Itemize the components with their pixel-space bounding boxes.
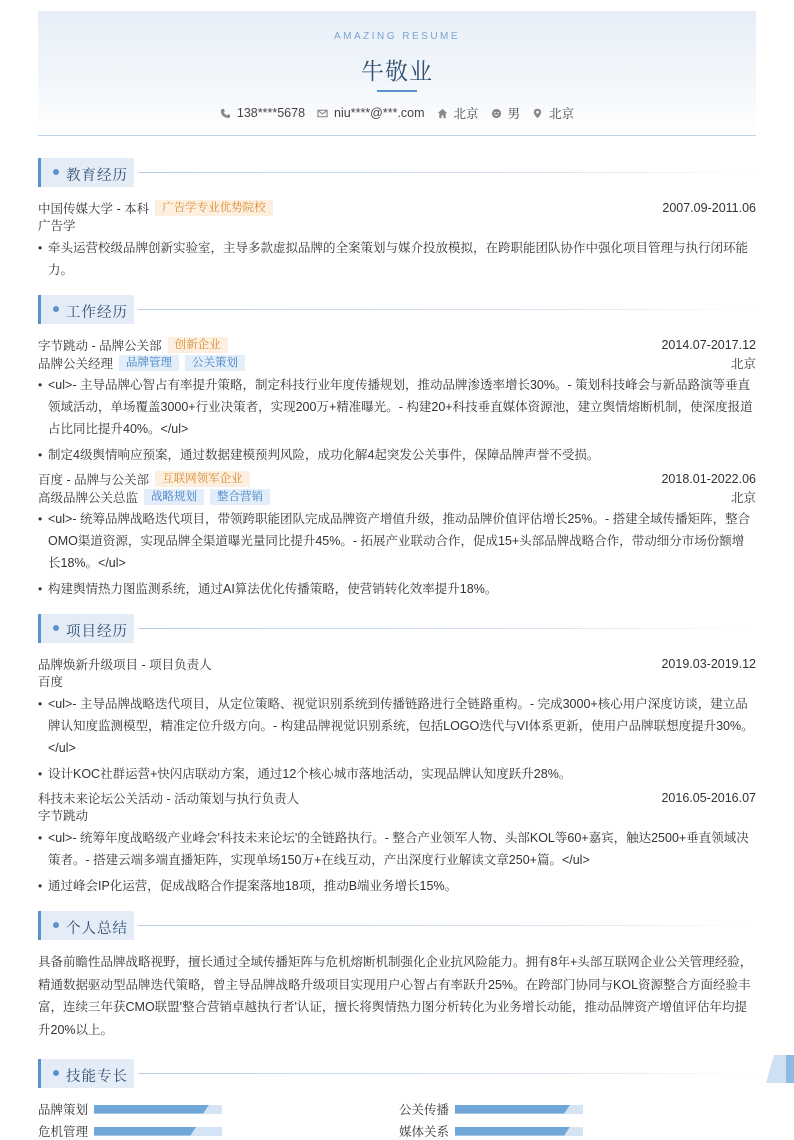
company-tag: 创新企业 [168,337,228,353]
section-work-header [38,295,756,324]
work-city: 北京 [730,491,756,505]
resume-page [38,11,756,1140]
location-pin-icon [532,108,543,119]
company-name: 百度 - 品牌与公关部 [38,473,150,487]
mail-icon [317,108,328,119]
section-rule [138,309,756,310]
list-item: • 构建舆情热力图监测系统，通过AI算法优化传播策略，使营销转化效率提升18%。 [38,578,756,600]
skill-tag: 公关策划 [185,355,245,371]
corner-decoration [766,1055,794,1083]
project-bullets [38,827,756,897]
contact-list [38,104,756,122]
skill-item [399,1100,756,1118]
contact-home [437,104,479,122]
skill-bar-track [455,1127,583,1136]
work-date: 2018.01-2022.06 [661,472,756,486]
skill-item [399,1122,756,1140]
summary-text: 具备前瞻性品牌战略视野，擅长通过全域传播矩阵与危机熔断机制强化企业抗风险能力。拥有8年+头部互联网企业公关管理经验，精通数据驱动型品牌迭代策略，曾主导品牌战略升级项目实现用户心智占有率跃升25%。在跨部门协同与KOL资源整合方面经验丰富，连续三年获CMO联盟'整合营销卓越执行者'认证，擅长将舆情热力图分析转化为业务增长动能，推动品牌资产增值评估年均提升20%以上。 [38,955,753,1037]
candidate-name: 牛敬业 [361,58,433,84]
education-major: 广告学 [38,219,76,233]
list-item: • <ul>- 主导品牌战略迭代项目，从定位策略、视觉识别系统到传播链路进行全链路重构。- 完成3000+核心用户深度访谈，建立品牌认知度监测模型，精准定位升级方向。- 构建品牌视觉识别系统，包括LOGO迭代与VI体系更新，使用户品牌联想度提升30%。</ul> [38,693,756,759]
resume-header [38,11,756,136]
skill-name: 危机管理 [38,1125,89,1139]
section-dot [53,922,59,928]
skill-bar-fill [94,1127,196,1136]
section-summary-header [38,911,756,940]
section-education-header [38,158,756,187]
section-dot [53,306,59,312]
section-title: 个人总结 [66,921,128,937]
header-eyebrow: AMAZING RESUME [333,31,461,42]
name-underline [377,90,417,92]
skill-bar-track [94,1105,222,1114]
work-bullets [38,374,756,466]
school-name: 中国传媒大学 - 本科 [38,202,150,216]
work-city: 北京 [730,357,756,371]
work-entry [38,470,756,600]
project-date: 2019.03-2019.12 [661,657,756,671]
contact-location [532,104,574,122]
contact-text: 138****5678 [236,106,306,120]
list-item: • <ul>- 统筹年度战略级产业峰会'科技未来论坛'的全链路执行。- 整合产业领军人物、头部KOL等60+嘉宾，触达2500+垂直领域决策者。- 搭建云端多端直播矩阵，实现单场150万+在线互动，产出深度行业解读文章250+篇。</ul> [38,827,756,871]
list-item: • 制定4级舆情响应预案，通过数据建模预判风险，成功化解4起突发公关事件，保障品牌声誉不受损。 [38,444,756,466]
skill-name: 公关传播 [399,1103,450,1117]
skill-item [38,1122,399,1140]
section-dot [53,169,59,175]
skill-item [38,1100,399,1118]
skill-tag: 战略规划 [144,489,204,505]
skill-bar-fill [94,1105,209,1114]
skills-grid [38,1100,756,1140]
project-entry [38,789,756,897]
section-rule [138,925,756,926]
project-entry [38,655,756,785]
job-role: 高级品牌公关总监 [38,491,139,505]
section-title: 教育经历 [66,168,128,184]
section-rule [138,1073,756,1074]
project-date: 2016.05-2016.07 [661,791,756,805]
project-org: 百度 [38,675,64,689]
project-name: 科技未来论坛公关活动 - 活动策划与执行负责人 [38,792,300,806]
skill-bar-track [94,1127,222,1136]
work-bullets [38,508,756,600]
home-icon [437,108,448,119]
list-item: • 设计KOC社群运营+快闪店联动方案，通过12个核心城市落地活动，实现品牌认知度跃升28%。 [38,763,756,785]
company-name: 字节跳动 - 品牌公关部 [38,339,162,353]
section-dot [53,625,59,631]
phone-icon [220,108,231,119]
contact-gender [491,104,521,122]
list-item: • <ul>- 统筹品牌战略迭代项目，带领跨职能团队完成品牌资产增值升级，推动品牌价值评估增长25%。- 搭建全域传播矩阵，整合OMO渠道资源，实现品牌全渠道曝光量同比提升45%。- 拓展产业联动合作，促成15+头部品牌战略合作，带动细分市场份额增长18%。</ul> [38,508,756,574]
skill-name: 品牌策划 [38,1103,89,1117]
contact-text: niu****@***.com [334,106,425,120]
section-dot [53,1070,59,1076]
list-item: • <ul>- 主导品牌心智占有率提升策略，制定科技行业年度传播规划，推动品牌渗透率增长30%。- 策划科技峰会与新品路演等垂直领域活动，单场覆盖3000+行业决策者，实现200万+精准曝光。- 构建20+科技垂直媒体资源池，建立舆情熔断机制，使深度报道占比同比提升40%。</ul> [38,374,756,440]
list-item: • 通过峰会IP化运营，促成战略合作提案落地18项，推动B端业务增长15%。 [38,875,756,897]
skill-bar-fill [455,1105,570,1114]
contact-text: 男 [507,107,521,121]
section-title: 工作经历 [66,305,128,321]
section-rule [138,628,756,629]
education-bullets [38,237,756,281]
education-entry [38,199,756,281]
section-skills-header [38,1059,756,1088]
skill-tag: 整合营销 [210,489,270,505]
project-org: 字节跳动 [38,809,89,823]
skill-name: 媒体关系 [399,1125,450,1139]
section-title: 技能专长 [66,1069,128,1085]
skill-bar-fill [455,1127,570,1136]
contact-phone [220,104,305,122]
section-projects-header [38,614,756,643]
contact-text: 北京 [453,107,479,121]
company-tag: 互联网领军企业 [155,471,250,487]
work-date: 2014.07-2017.12 [661,338,756,352]
education-date: 2007.09-2011.06 [662,201,756,215]
project-bullets [38,693,756,785]
smile-icon [491,108,502,119]
skill-bar-track [455,1105,583,1114]
contact-text: 北京 [549,107,575,121]
contact-email [317,104,425,122]
section-rule [138,172,756,173]
section-title: 项目经历 [66,624,128,640]
list-item: • 牵头运营校级品牌创新实验室，主导多款虚拟品牌的全案策划与媒介投放模拟，在跨职能团队协作中强化项目管理与执行闭环能力。 [38,237,756,281]
project-name: 品牌焕新升级项目 - 项目负责人 [38,658,212,672]
work-entry [38,336,756,466]
school-tag: 广告学专业优势院校 [155,200,273,216]
skill-tag: 品牌管理 [119,355,179,371]
job-role: 品牌公关经理 [38,357,114,371]
